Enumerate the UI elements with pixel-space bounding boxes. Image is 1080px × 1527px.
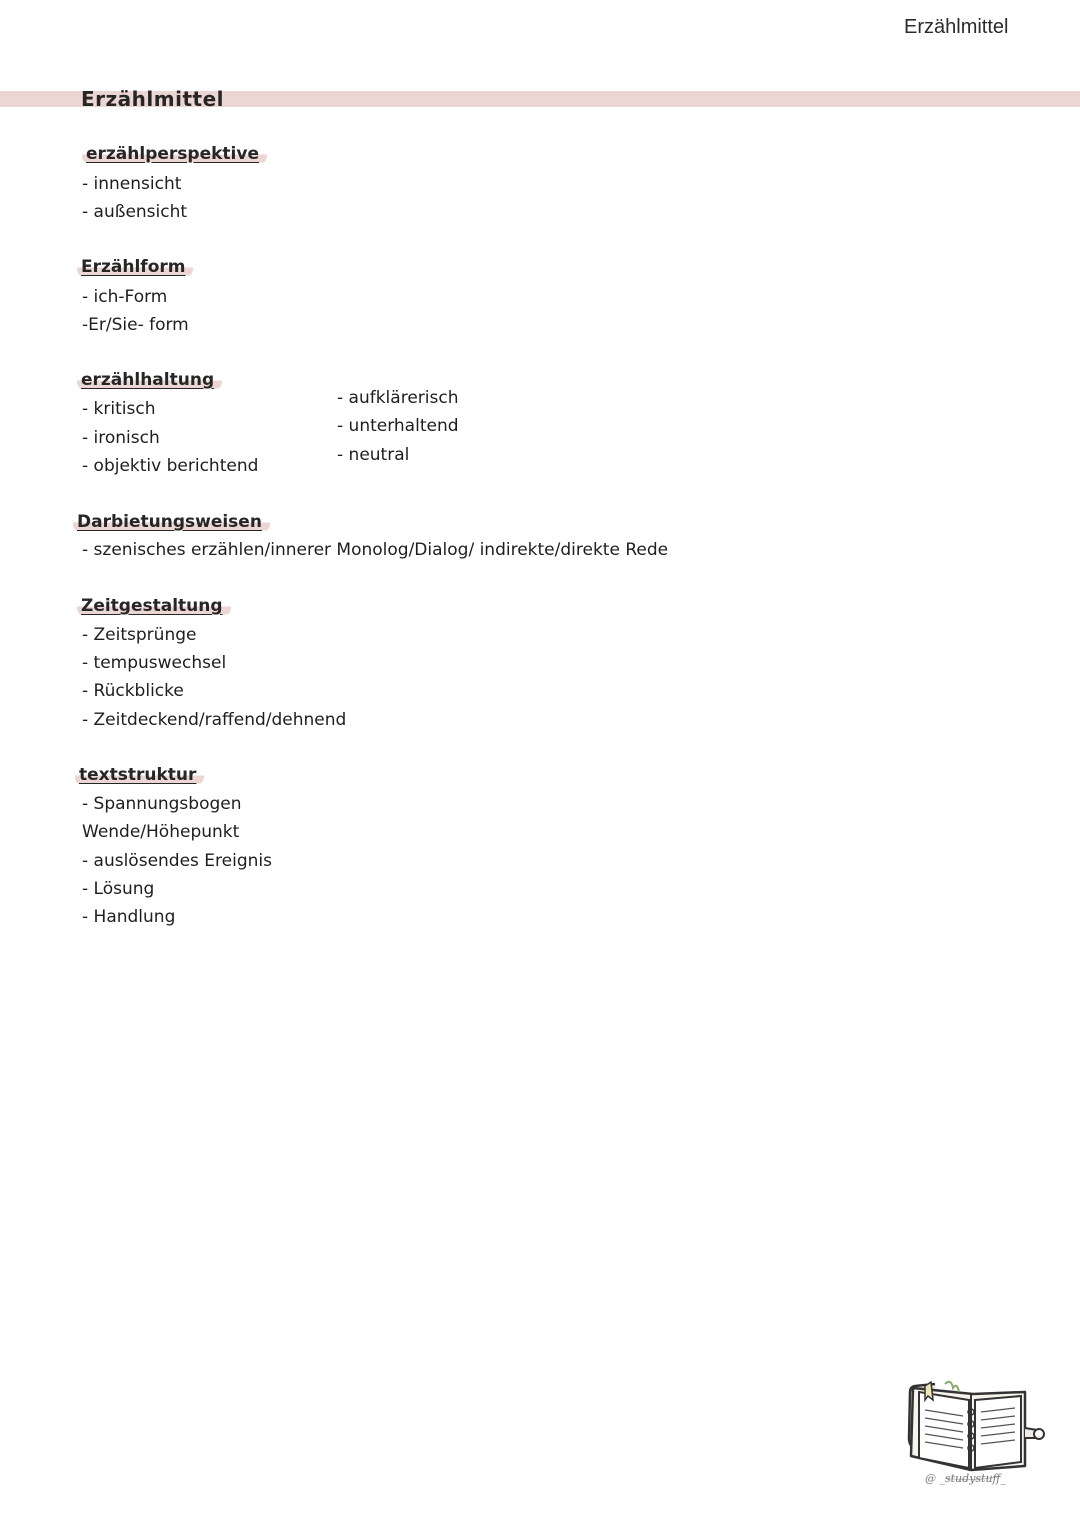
list-item: - außensicht [82, 202, 188, 222]
list-item: - Spannungsbogen [82, 794, 242, 814]
list-item: - objektiv berichtend [82, 456, 259, 476]
heading-zeitgestaltung: Zeitgestaltung [77, 596, 231, 616]
open-planner-icon [905, 1378, 1051, 1490]
list-item: Wende/Höhepunkt [82, 822, 240, 842]
list-item: - ich-Form [82, 287, 168, 307]
list-item: - Zeitdeckend/raffend/dehnend [82, 710, 347, 730]
list-item: - szenisches erzählen/innerer Monolog/Dialog/ indirekte/direkte Rede [82, 540, 669, 560]
heading-textstruktur: textstruktur [75, 765, 204, 785]
list-item: - Lösung [82, 879, 155, 899]
header-title: Erzählmittel [904, 16, 1009, 38]
heading-darbietungsweisen: Darbietungsweisen [73, 512, 270, 532]
list-item: - tempuswechsel [82, 653, 227, 673]
heading-erzaehlform: Erzählform [77, 257, 193, 277]
list-item: - neutral [337, 445, 410, 465]
list-item: - kritisch [82, 399, 156, 419]
list-item: - Zeitsprünge [82, 625, 197, 645]
list-item: - innensicht [82, 174, 182, 194]
list-item: - auslösendes Ereignis [82, 851, 272, 871]
list-item: - unterhaltend [337, 416, 459, 436]
logo-text: @ _studystuff_ [925, 1472, 1006, 1485]
page-title: Erzählmittel [81, 87, 224, 111]
list-item: - ironisch [82, 428, 160, 448]
list-item: - Handlung [82, 907, 176, 927]
heading-erzaehlhaltung: erzählhaltung [77, 370, 222, 390]
list-item: -Er/Sie- form [82, 315, 189, 335]
list-item: - Rückblicke [82, 681, 184, 701]
heading-erzaehlperspektive: erzählperspektive [82, 144, 267, 164]
list-item: - aufklärerisch [337, 388, 459, 408]
